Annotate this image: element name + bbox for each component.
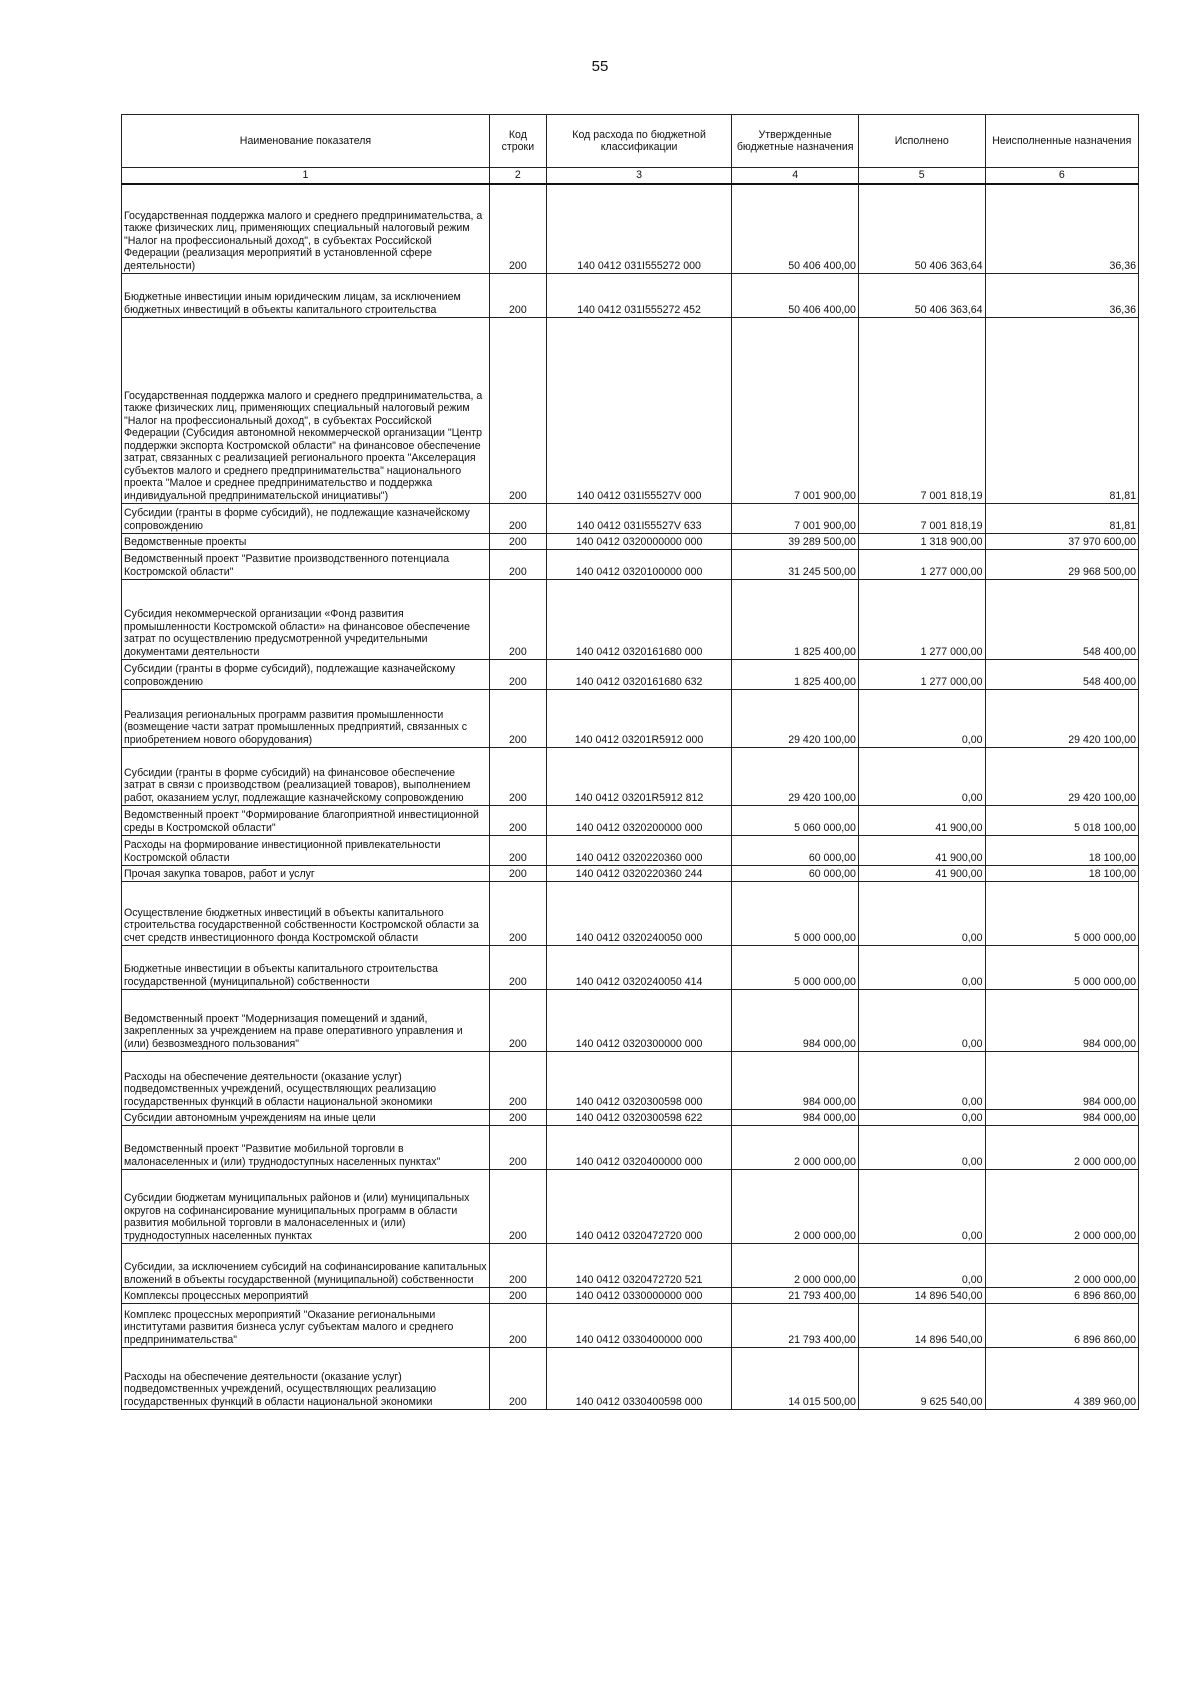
row-expense-code: 140 0412 0330400000 000 — [546, 1304, 732, 1348]
row-executed-amount: 41 900,00 — [858, 866, 985, 882]
table-row — [122, 836, 1139, 866]
table-row — [122, 504, 1139, 534]
row-unexecuted-amount: 29 420 100,00 — [985, 690, 1138, 748]
row-line-code: 200 — [489, 184, 546, 274]
row-unexecuted-amount: 5 000 000,00 — [985, 946, 1138, 990]
row-expense-code: 140 0412 0320220360 244 — [546, 866, 732, 882]
row-executed-amount: 14 896 540,00 — [858, 1304, 985, 1348]
row-executed-amount: 1 277 000,00 — [858, 550, 985, 580]
row-unexecuted-amount: 548 400,00 — [985, 660, 1138, 690]
row-executed-amount: 1 277 000,00 — [858, 660, 985, 690]
table-row — [122, 534, 1139, 550]
row-name: Бюджетные инвестиции иным юридическим лицам, за исключением бюджетных инвестиций в объекты капитального строительства — [122, 274, 490, 318]
row-line-code: 200 — [489, 748, 546, 806]
row-unexecuted-amount: 18 100,00 — [985, 866, 1138, 882]
row-approved-amount: 7 001 900,00 — [732, 318, 859, 504]
table-row — [122, 690, 1139, 748]
row-line-code: 200 — [489, 1052, 546, 1110]
row-name: Ведомственный проект "Формирование благоприятной инвестиционной среды в Костромской области" — [122, 806, 490, 836]
row-name: Ведомственный проект "Развитие производственного потенциала Костромской области" — [122, 550, 490, 580]
row-name: Расходы на обеспечение деятельности (оказание услуг) подведомственных учреждений, осуществляющих реализацию государственных функций в области национальной экономики — [122, 1348, 490, 1410]
row-line-code: 200 — [489, 274, 546, 318]
row-line-code: 200 — [489, 990, 546, 1052]
row-line-code: 200 — [489, 534, 546, 550]
row-line-code: 200 — [489, 946, 546, 990]
row-approved-amount: 2 000 000,00 — [732, 1126, 859, 1170]
table-row — [122, 946, 1139, 990]
column-number: 2 — [489, 168, 546, 184]
row-expense-code: 140 0412 031I555272 452 — [546, 274, 732, 318]
row-name: Ведомственный проект "Модернизация помещений и зданий, закрепленных за учреждением на праве оперативного управления и (или) безвозмездного пользования" — [122, 990, 490, 1052]
row-line-code: 200 — [489, 1170, 546, 1244]
row-executed-amount: 0,00 — [858, 882, 985, 946]
row-unexecuted-amount: 29 968 500,00 — [985, 550, 1138, 580]
row-name: Реализация региональных программ развития промышленности (возмещение части затрат промышленных предприятий, связанных с приобретением нового оборудования) — [122, 690, 490, 748]
row-executed-amount: 41 900,00 — [858, 806, 985, 836]
column-number: 4 — [732, 168, 859, 184]
row-name: Осуществление бюджетных инвестиций в объекты капитального строительства государственной собственности Костромской области за счет средств инвестиционного фонда Костромской области — [122, 882, 490, 946]
row-expense-code: 140 0412 03201R5912 812 — [546, 748, 732, 806]
row-expense-code: 140 0412 03201R5912 000 — [546, 690, 732, 748]
table-row — [122, 1052, 1139, 1110]
table-row — [122, 990, 1139, 1052]
row-unexecuted-amount: 2 000 000,00 — [985, 1170, 1138, 1244]
row-unexecuted-amount: 18 100,00 — [985, 836, 1138, 866]
row-unexecuted-amount: 81,81 — [985, 504, 1138, 534]
row-executed-amount: 0,00 — [858, 1170, 985, 1244]
row-line-code: 200 — [489, 882, 546, 946]
row-approved-amount: 984 000,00 — [732, 1052, 859, 1110]
header-approved: Утвержденные бюджетные назначения — [732, 115, 859, 168]
row-expense-code: 140 0412 0320300598 622 — [546, 1110, 732, 1126]
row-approved-amount: 60 000,00 — [732, 866, 859, 882]
budget-execution-table — [121, 114, 1139, 1410]
row-line-code: 200 — [489, 550, 546, 580]
row-unexecuted-amount: 984 000,00 — [985, 1052, 1138, 1110]
row-line-code: 200 — [489, 318, 546, 504]
row-approved-amount: 29 420 100,00 — [732, 748, 859, 806]
row-executed-amount: 7 001 818,19 — [858, 318, 985, 504]
row-expense-code: 140 0412 031I55527V 633 — [546, 504, 732, 534]
table-row — [122, 748, 1139, 806]
row-name: Государственная поддержка малого и среднего предпринимательства, а также физических лиц, применяющих специальный налоговый режим "Налог на профессиональный доход", в субъектах Российской Федерации (Субсидия автономной некоммерческой организации "Центр поддержки экспорта Костромской области" на финансовое обеспечение затрат, связанных с реализацией регионального проекта "Акселерация субъектов малого и среднего предпринимательства" национального проекта "Малое и среднее предпринимательство и поддержка индивидуальной предпринимательской инициативы") — [122, 318, 490, 504]
row-unexecuted-amount: 984 000,00 — [985, 1110, 1138, 1126]
row-expense-code: 140 0412 0320161680 632 — [546, 660, 732, 690]
table-row — [122, 1126, 1139, 1170]
row-executed-amount: 0,00 — [858, 1052, 985, 1110]
row-approved-amount: 1 825 400,00 — [732, 580, 859, 660]
header-expense-code: Код расхода по бюджетной классификации — [546, 115, 732, 168]
row-line-code: 200 — [489, 1348, 546, 1410]
row-expense-code: 140 0412 0330400598 000 — [546, 1348, 732, 1410]
row-name: Субсидии, за исключением субсидий на софинансирование капитальных вложений в объекты государственной (муниципальной) собственности — [122, 1244, 490, 1288]
row-approved-amount: 5 000 000,00 — [732, 882, 859, 946]
row-executed-amount: 0,00 — [858, 1110, 985, 1126]
row-executed-amount: 14 896 540,00 — [858, 1288, 985, 1304]
row-expense-code: 140 0412 0330000000 000 — [546, 1288, 732, 1304]
header-line-code: Код строки — [489, 115, 546, 168]
row-expense-code: 140 0412 031I55527V 000 — [546, 318, 732, 504]
row-name: Ведомственные проекты — [122, 534, 490, 550]
row-approved-amount: 14 015 500,00 — [732, 1348, 859, 1410]
column-number-row — [122, 168, 1139, 184]
row-executed-amount: 0,00 — [858, 1244, 985, 1288]
row-approved-amount: 7 001 900,00 — [732, 504, 859, 534]
row-expense-code: 140 0412 0320240050 414 — [546, 946, 732, 990]
row-name: Государственная поддержка малого и среднего предпринимательства, а также физических лиц, применяющих специальный налоговый режим "Налог на профессиональный доход", в субъектах Российской Федерации (реализация мероприятий в установленной сфере деятельности) — [122, 184, 490, 274]
row-expense-code: 140 0412 0320100000 000 — [546, 550, 732, 580]
row-line-code: 200 — [489, 866, 546, 882]
row-executed-amount: 0,00 — [858, 748, 985, 806]
row-executed-amount: 0,00 — [858, 690, 985, 748]
table-row — [122, 866, 1139, 882]
header-name: Наименование показателя — [122, 115, 490, 168]
row-approved-amount: 2 000 000,00 — [732, 1170, 859, 1244]
row-unexecuted-amount: 4 389 960,00 — [985, 1348, 1138, 1410]
row-approved-amount: 60 000,00 — [732, 836, 859, 866]
row-name: Субсидии (гранты в форме субсидий), подлежащие казначейскому сопровождению — [122, 660, 490, 690]
row-line-code: 200 — [489, 806, 546, 836]
row-executed-amount: 50 406 363,64 — [858, 274, 985, 318]
table-row — [122, 1244, 1139, 1288]
column-number: 3 — [546, 168, 732, 184]
row-expense-code: 140 0412 0320220360 000 — [546, 836, 732, 866]
header-unexecuted: Неисполненные назначения — [985, 115, 1138, 168]
table-row — [122, 1304, 1139, 1348]
row-name: Комплекс процессных мероприятий "Оказание региональными институтами развития бизнеса услуг субъектам малого и среднего предпринимательства" — [122, 1304, 490, 1348]
row-line-code: 200 — [489, 1244, 546, 1288]
row-executed-amount: 0,00 — [858, 946, 985, 990]
row-executed-amount: 9 625 540,00 — [858, 1348, 985, 1410]
table-row — [122, 1170, 1139, 1244]
column-number: 5 — [858, 168, 985, 184]
row-approved-amount: 50 406 400,00 — [732, 184, 859, 274]
row-name: Ведомственный проект "Развитие мобильной торговли в малонаселенных и (или) труднодоступных населенных пунктах" — [122, 1126, 490, 1170]
row-expense-code: 140 0412 0320000000 000 — [546, 534, 732, 550]
row-unexecuted-amount: 37 970 600,00 — [985, 534, 1138, 550]
row-line-code: 200 — [489, 660, 546, 690]
row-approved-amount: 39 289 500,00 — [732, 534, 859, 550]
row-expense-code: 140 0412 0320161680 000 — [546, 580, 732, 660]
row-approved-amount: 29 420 100,00 — [732, 690, 859, 748]
row-unexecuted-amount: 36,36 — [985, 184, 1138, 274]
row-unexecuted-amount: 6 896 860,00 — [985, 1288, 1138, 1304]
row-approved-amount: 5 000 000,00 — [732, 946, 859, 990]
row-approved-amount: 1 825 400,00 — [732, 660, 859, 690]
row-unexecuted-amount: 6 896 860,00 — [985, 1304, 1138, 1348]
row-approved-amount: 21 793 400,00 — [732, 1304, 859, 1348]
table-row — [122, 274, 1139, 318]
row-unexecuted-amount: 2 000 000,00 — [985, 1126, 1138, 1170]
row-expense-code: 140 0412 0320472720 521 — [546, 1244, 732, 1288]
row-name: Прочая закупка товаров, работ и услуг — [122, 866, 490, 882]
row-expense-code: 140 0412 0320472720 000 — [546, 1170, 732, 1244]
table-row — [122, 1110, 1139, 1126]
row-unexecuted-amount: 5 000 000,00 — [985, 882, 1138, 946]
row-expense-code: 140 0412 031I555272 000 — [546, 184, 732, 274]
table-header-row — [122, 115, 1139, 168]
row-line-code: 200 — [489, 1304, 546, 1348]
row-executed-amount: 7 001 818,19 — [858, 504, 985, 534]
table-row — [122, 806, 1139, 836]
row-expense-code: 140 0412 0320300598 000 — [546, 1052, 732, 1110]
row-line-code: 200 — [489, 690, 546, 748]
row-approved-amount: 50 406 400,00 — [732, 274, 859, 318]
row-name: Комплексы процессных мероприятий — [122, 1288, 490, 1304]
row-approved-amount: 21 793 400,00 — [732, 1288, 859, 1304]
row-line-code: 200 — [489, 580, 546, 660]
table-body — [122, 184, 1139, 1410]
row-name: Субсидии (гранты в форме субсидий) на финансовое обеспечение затрат в связи с производством (реализацией товаров), выполнением работ, оказанием услуг, подлежащие казначейскому сопровождению — [122, 748, 490, 806]
row-expense-code: 140 0412 0320300000 000 — [546, 990, 732, 1052]
row-executed-amount: 1 318 900,00 — [858, 534, 985, 550]
table-row — [122, 550, 1139, 580]
row-executed-amount: 0,00 — [858, 990, 985, 1052]
row-expense-code: 140 0412 0320400000 000 — [546, 1126, 732, 1170]
row-executed-amount: 50 406 363,64 — [858, 184, 985, 274]
row-expense-code: 140 0412 0320240050 000 — [546, 882, 732, 946]
row-approved-amount: 984 000,00 — [732, 1110, 859, 1126]
row-approved-amount: 984 000,00 — [732, 990, 859, 1052]
row-name: Субсидия некоммерческой организации «Фонд развития промышленности Костромской области» на финансовое обеспечение затрат по осуществлению предусмотренной учредительными документами деятельности — [122, 580, 490, 660]
row-line-code: 200 — [489, 836, 546, 866]
row-unexecuted-amount: 36,36 — [985, 274, 1138, 318]
table-row — [122, 318, 1139, 504]
table-row — [122, 580, 1139, 660]
header-executed: Исполнено — [858, 115, 985, 168]
table-row — [122, 882, 1139, 946]
row-name: Бюджетные инвестиции в объекты капитального строительства государственной (муниципальной) собственности — [122, 946, 490, 990]
row-approved-amount: 2 000 000,00 — [732, 1244, 859, 1288]
row-approved-amount: 31 245 500,00 — [732, 550, 859, 580]
row-name: Субсидии бюджетам муниципальных районов и (или) муниципальных округов на софинансирование муниципальных программ в области развития мобильной торговли в малонаселенных и (или) труднодоступных населенных пунктах — [122, 1170, 490, 1244]
column-number: 1 — [122, 168, 490, 184]
row-unexecuted-amount: 984 000,00 — [985, 990, 1138, 1052]
row-approved-amount: 5 060 000,00 — [732, 806, 859, 836]
row-executed-amount: 1 277 000,00 — [858, 580, 985, 660]
table-row — [122, 184, 1139, 274]
row-unexecuted-amount: 548 400,00 — [985, 580, 1138, 660]
table-row — [122, 660, 1139, 690]
column-number: 6 — [985, 168, 1138, 184]
row-name: Субсидии (гранты в форме субсидий), не подлежащие казначейскому сопровождению — [122, 504, 490, 534]
row-line-code: 200 — [489, 1110, 546, 1126]
row-line-code: 200 — [489, 504, 546, 534]
row-unexecuted-amount: 2 000 000,00 — [985, 1244, 1138, 1288]
row-name: Субсидии автономным учреждениям на иные цели — [122, 1110, 490, 1126]
table-row — [122, 1348, 1139, 1410]
table-row — [122, 1288, 1139, 1304]
row-executed-amount: 41 900,00 — [858, 836, 985, 866]
row-expense-code: 140 0412 0320200000 000 — [546, 806, 732, 836]
page-number: 55 — [591, 58, 609, 75]
row-executed-amount: 0,00 — [858, 1126, 985, 1170]
row-unexecuted-amount: 81,81 — [985, 318, 1138, 504]
row-line-code: 200 — [489, 1288, 546, 1304]
row-name: Расходы на обеспечение деятельности (оказание услуг) подведомственных учреждений, осуществляющих реализацию государственных функций в области национальной экономики — [122, 1052, 490, 1110]
row-line-code: 200 — [489, 1126, 546, 1170]
row-unexecuted-amount: 29 420 100,00 — [985, 748, 1138, 806]
row-name: Расходы на формирование инвестиционной привлекательности Костромской области — [122, 836, 490, 866]
row-unexecuted-amount: 5 018 100,00 — [985, 806, 1138, 836]
